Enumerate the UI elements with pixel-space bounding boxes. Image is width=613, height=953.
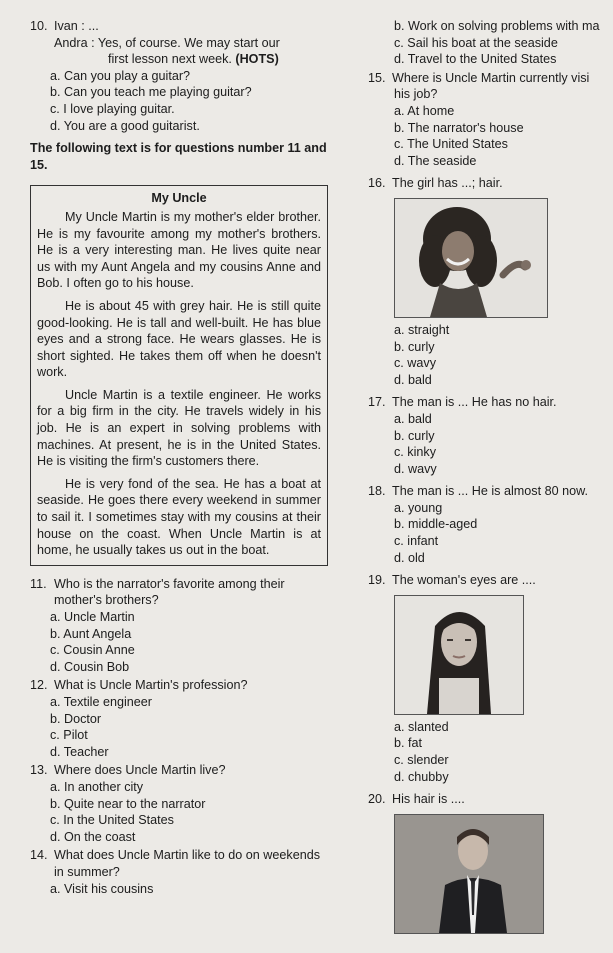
question-text: What is Uncle Martin's profession? — [54, 678, 248, 693]
option[interactable]: c. slender — [394, 753, 449, 768]
option[interactable]: c. Sail his boat at the seaside — [394, 35, 558, 50]
left-column — [30, 18, 328, 897]
option[interactable]: a. Visit his cousins — [50, 881, 154, 896]
question-19 — [368, 572, 613, 785]
question-text: The girl has ...; hair. — [392, 176, 503, 191]
option[interactable]: d. Teacher — [50, 744, 109, 759]
question-11 — [30, 576, 328, 676]
question-13 — [30, 762, 328, 845]
option[interactable]: c. wavy — [394, 356, 436, 371]
option[interactable]: a. At home — [394, 103, 455, 118]
passage-paragraph: Uncle Martin is a textile engineer. He works for a big firm in the city. He travels widely in his job. He is an expert in solving problems with machines. At present, he is in the United States. He is visiting the firm's customers there. — [37, 387, 321, 469]
question-text: Where does Uncle Martin live? — [54, 763, 226, 778]
question-text: His hair is .... — [392, 792, 465, 807]
curly-hair-girl-photo — [394, 198, 548, 318]
question-number: 12. — [30, 678, 48, 693]
option[interactable]: d. You are a good guitarist. — [50, 118, 200, 133]
dialogue-line-ivan: Ivan : ... — [54, 19, 99, 33]
question-number: 19. — [368, 573, 386, 588]
question-text: The man is ... He is almost 80 now. — [392, 484, 588, 499]
option[interactable]: c. The United States — [394, 137, 508, 152]
option[interactable]: d. Cousin Bob — [50, 659, 130, 674]
question-text: Who is the narrator's favorite among their mother's brothers? — [54, 576, 285, 608]
question-number: 18. — [368, 484, 386, 499]
question-number: 13. — [30, 763, 48, 778]
option[interactable]: b. Aunt Angela — [50, 626, 132, 641]
question-text: The woman's eyes are .... — [392, 573, 536, 588]
option[interactable]: b. curly — [394, 339, 435, 354]
option[interactable]: c. In the United States — [50, 813, 174, 828]
option[interactable]: a. slanted — [394, 719, 449, 734]
question-10 — [30, 18, 328, 35]
option[interactable]: a. Can you play a guitar? — [50, 68, 191, 83]
question-20 — [368, 791, 613, 934]
option[interactable]: a. bald — [394, 411, 432, 426]
option[interactable]: b. Can you teach me playing guitar? — [50, 85, 252, 100]
right-column — [368, 18, 613, 938]
option[interactable]: c. Pilot — [50, 728, 88, 743]
passage-title: My Uncle — [151, 191, 207, 206]
question-text: The man is ... He has no hair. — [392, 395, 557, 410]
option[interactable]: c. I love playing guitar. — [50, 101, 175, 116]
option[interactable]: d. The seaside — [394, 153, 477, 168]
option[interactable]: a. In another city — [50, 779, 144, 794]
option[interactable]: d. On the coast — [50, 829, 136, 844]
option[interactable]: d. old — [394, 550, 425, 565]
question-14 — [30, 847, 328, 897]
option[interactable]: c. Cousin Anne — [50, 643, 135, 658]
woman-photo — [394, 595, 524, 715]
option[interactable]: a. Textile engineer — [50, 694, 152, 709]
woman-illustration — [395, 596, 523, 714]
option[interactable]: b. Work on solving problems with ma — [394, 19, 600, 33]
option[interactable]: b. The narrator's house — [394, 120, 524, 135]
option[interactable]: a. straight — [394, 322, 450, 337]
option[interactable]: a. young — [394, 500, 443, 515]
option[interactable]: b. curly — [394, 428, 435, 443]
question-number: 14. — [30, 848, 48, 863]
passage-paragraph: My Uncle Martin is my mother's elder brother. He is my favourite among my mother's brothers. He is a very interesting man. He lives quite near us with my Aunt Angela and my cousins Anne and Bob. I often go to his house. — [37, 209, 321, 291]
option[interactable]: b. middle-aged — [394, 517, 478, 532]
passage-paragraph: He is about 45 with grey hair. He is still quite good-looking. He is tall and well-built. He has blue eyes and a strong face. He wears glasses. He is short sighted. He takes them off when he doesn't work. — [37, 298, 321, 380]
option[interactable]: c. kinky — [394, 445, 436, 460]
question-number: 10. — [30, 19, 48, 33]
question-12 — [30, 677, 328, 760]
dialogue-line-andra: Andra : Yes, of course. We may start our — [54, 35, 280, 50]
hots-tag: (HOTS) — [235, 52, 279, 67]
option[interactable]: a. Uncle Martin — [50, 610, 135, 624]
question-number: 11. — [30, 576, 47, 591]
option[interactable]: d. Travel to the United States — [394, 52, 557, 67]
option[interactable]: c. infant — [394, 534, 439, 549]
question-number: 20. — [368, 792, 386, 807]
question-15 — [368, 70, 613, 170]
man-illustration — [395, 815, 543, 933]
question-16 — [368, 175, 613, 388]
reading-passage — [30, 185, 328, 565]
question-number: 16. — [368, 176, 386, 191]
option[interactable]: b. Doctor — [50, 711, 102, 726]
option[interactable]: d. wavy — [394, 461, 437, 476]
question-text-cont: his job? — [394, 87, 438, 102]
question-text: Where is Uncle Martin currently visi — [392, 70, 590, 85]
question-text: What does Uncle Martin like to do on weekends in summer? — [54, 848, 321, 879]
option[interactable]: b. fat — [394, 736, 423, 751]
option[interactable]: b. Quite near to the narrator — [50, 796, 206, 811]
question-17 — [368, 394, 613, 477]
question-18 — [368, 483, 613, 566]
girl-illustration — [395, 199, 547, 317]
dialogue-text: first lesson next week. — [108, 52, 232, 67]
man-in-suit-photo — [394, 814, 544, 934]
question-number: 15. — [368, 70, 386, 85]
dialogue-line-andra-cont — [30, 51, 328, 68]
passage-paragraph: He is very fond of the sea. He has a boat at seaside. He goes there every weekend in summer to sail it. I sometimes stay with my cousins at their house on the coast. When Uncle Martin is at home, he usually takes us out in the boat. — [37, 476, 321, 558]
option[interactable]: d. bald — [394, 372, 432, 387]
reading-intro: The following text is for questions number 11 and 15. — [30, 141, 327, 172]
option[interactable]: d. chubby — [394, 769, 449, 784]
question-number: 17. — [368, 395, 386, 410]
